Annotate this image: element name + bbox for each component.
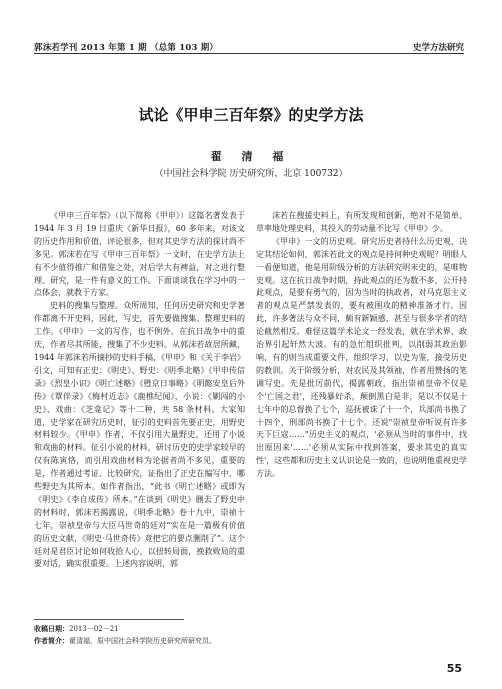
footnote-rule [34, 619, 184, 620]
footnotes [34, 623, 216, 647]
header-rule [34, 53, 464, 54]
author-affiliation: （中国社会科学院 历史研究所，北京 100732） [154, 169, 348, 179]
body-paragraph: 《甲申》一文的历史观。研究历史者持什么历史观，决定其结论如何，郭沫若此文的观点是持何种史观呢？明眼人一看便知道，他是用阶级分析的方法研究明末史的，是唯物史观。这在抗日战争时期，持此观点的还为数不多，公开持此观点，是要有勇气的，因为当时的执政者，对马克思主义者的观点是严禁发表的，要有被围攻的精神准备才行。因此，许多著法与众不同，颇有新颖感，甚至与很多学者的结论截然相反。难怪这篇学术论文一经发表，就在学术界、政治界引起轩然大波。有的急忙组织批判，以削弱其政治影响，有的则当成重要文件，组织学习，以史为鉴，接受历史的教训。关于阶级分析，对农民及其领袖，作者用赞扬的笔调写史。先是批厉前代，揭露朝政，指出崇祯皇帝不仅是个'亡国之君'，还残暴好杀，颠倒黑白是非，是以不仅是十七年中的总督换了七个，巡抚被诛了十一个，兵部尚书换了十四个，刑部尚书换了十七个。还说"崇祯皇帝听说有许多天下巨寇……"历史主义的观点，'必须从当时的事件中，找出原因来'……'必须从实际中找到答案，要求其史的真实性'，这些都和历史主义认识论是一致的，也说明他重视史学方法。 [256, 236, 467, 479]
body-paragraph: 沫若在搜援史料上，有所发现和创新，绝对不是简单、草率地处理史料，其投入的劳动量不比写《甲申》少。 [256, 211, 467, 233]
author-name: 翟 清 福 [210, 150, 292, 163]
received-label: 收稿日期： [34, 624, 69, 633]
author-bio-label: 作者简介： [34, 636, 69, 645]
article-title: 试论《甲申三百年祭》的史学方法 [138, 106, 364, 124]
author-bio-value: 翟清福，原中国社会科学院历史研究所研究员。 [69, 637, 216, 645]
section-header: 史学方法研究 [412, 43, 464, 53]
author-bio [34, 635, 216, 647]
body-column-left [34, 210, 245, 571]
journal-header: 郭沫若学刊 2013 年第 1 期 （总第 103 期） [34, 43, 219, 53]
body-column-right [256, 210, 467, 481]
received-date [34, 623, 216, 635]
body-paragraph: 史料的搜集与整理。众所周知，任何历史研究和史学著作都离不开史料，因此，写史，首先要做搜集、整理史料的工作。《甲申》一文的写作，也不例外。在抗日战争中的重庆，作者尽其所能，搜集了不少史料。从郭沫若故居所藏，1944 年郭沫若所摘抄的史料手稿，《甲申》和《关于李岩》引文，可知有正史：《明史》、野史：《明季北略》《甲申传信录》《烈皇小识》《明亡述略》《甦京日事略》《明懿安皇后外传》《覃伴录》《梅村近志》《鹿樵纪闻》，小说：《剿闯的小史》、戏曲：《芝龛记》等十二种，共 58 条材料。大家知道，史学家在研究历史时，征引的史料首先要正史，用野史材料较少。《甲申》作者，不仅引用大量野史，还用了小说和戏曲的材料。征引小说的材料，研讨历史的史学家较早的仅有陈寅恪，而引用戏曲材料为论据者尚不多见，重要的是，作者通过考证、比较研究，证指出了正史在编写中，哪些野史为其所本。如作者指出，“此书《明亡述略》或即为《明史》《李自成传》所本。”在谈到《明史》删去了野史中的材料时，郭沫若揭露说，《明季北略》卷十九中，崇祯十七年，崇祯皇帝与大臣马世奇的廷对“实在是一篇极有价值的历史文献，《明史·马世奇传》竟把它的要点删削了”。这个廷对是君臣讨论如何收拾人心，以扭转局面，挽救败局的重要对话，确实很重要。上述内容说明，郭 [34, 301, 245, 569]
received-value: 2013－02－21 [69, 625, 119, 633]
page-number: 55 [446, 662, 462, 675]
body-paragraph: 《甲申三百年祭》（以下简称《甲申》）这篇名著发表于 1944 年 3 月 19 日重庆《新华日报》，60 多年来，对该文的历史作用和价值，评论很多，但对其史学方法的探讨尚不多见。郭沫若在写《甲申三百年祭》一文时，在史学方法上有不少值得推广和借鉴之处，对后学大有裨益，对之进行整理、研究，是一件有意义的工作。下面谈谈我在学习中的一点体会，就教于方家。 [34, 211, 245, 298]
